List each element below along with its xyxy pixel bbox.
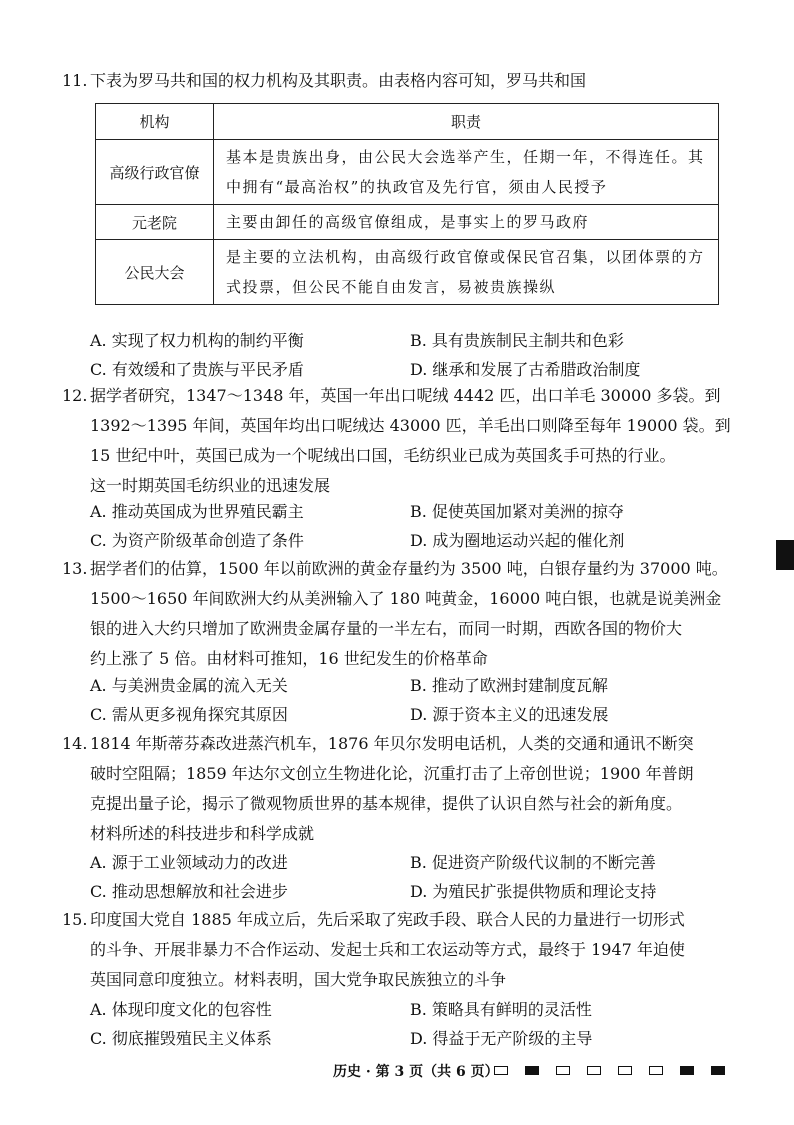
option-b[interactable]: B. 促使英国加紧对美洲的掠夺 <box>410 502 624 521</box>
footer-mark-strip <box>494 1066 742 1075</box>
stem-line: 这一时期英国毛纺织业的迅速发展 <box>90 476 331 495</box>
question-12 <box>62 381 734 501</box>
stem-line: 约上涨了 5 倍。由材料可推知，16 世纪发生的价格革命 <box>90 649 488 668</box>
stem-line: 克提出量子论，揭示了微观物质世界的基本规律，提供了认识自然与社会的新角度。 <box>90 794 683 813</box>
table-row <box>96 240 719 305</box>
power-table <box>95 103 719 305</box>
table-cell-duty <box>214 205 719 240</box>
option-c[interactable]: C. 有效缓和了贵族与平民矛盾 <box>90 360 304 379</box>
option-a[interactable]: A. 与美洲贵金属的流入无关 <box>90 676 288 695</box>
option-d[interactable]: D. 得益于无产阶级的主导 <box>410 1029 593 1048</box>
stem-line: 1500～1650 年间欧洲大约从美洲输入了 180 吨黄金，16000 吨白银，也就是说美洲金 <box>90 589 722 608</box>
question-number: 12. <box>62 386 88 405</box>
option-d[interactable]: D. 源于资本主义的迅速发展 <box>410 705 609 724</box>
duty-line: 基本是贵族出身，由公民大会选举产生，任期一年，不得连任。其 <box>226 148 705 166</box>
option-c[interactable]: C. 需从更多视角探究其原因 <box>90 705 288 724</box>
stem-text: 下表为罗马共和国的权力机构及其职责。由表格内容可知，罗马共和国 <box>90 71 587 90</box>
options-14 <box>90 848 730 906</box>
duty-line: 式投票，但公民不能自由发言，易被贵族操纵 <box>226 278 557 296</box>
question-number: 11. <box>62 71 88 90</box>
option-a[interactable]: A. 推动英国成为世界殖民霸主 <box>90 502 304 521</box>
duty-line: 是主要的立法机构，由高级行政官僚或保民官召集，以团体票的方 <box>226 248 705 266</box>
stem-line: 1392～1395 年间，英国年均出口呢绒达 43000 匹，羊毛出口则降至每年 19000 袋。到 <box>90 416 731 435</box>
question-number: 15. <box>62 910 88 929</box>
stem-line: 的斗争、开展非暴力不合作运动、发起士兵和工农运动等方式，最终于 1947 年迫使 <box>90 940 685 959</box>
stem-line: 15 世纪中叶，英国已成为一个呢绒出口国，毛纺织业已成为英国炙手可热的行业。 <box>90 446 676 465</box>
options-11 <box>90 326 730 384</box>
stem-line: 1814 年斯蒂芬森改进蒸汽机车，1876 年贝尔发明电话机，人类的交通和通讯不断突 <box>90 734 694 753</box>
table-cell-name: 公民大会 <box>96 240 214 305</box>
table-cell-duty <box>214 240 719 305</box>
table-header-row <box>96 104 719 140</box>
empty-square-mark <box>587 1066 601 1075</box>
option-a[interactable]: A. 体现印度文化的包容性 <box>90 1000 272 1019</box>
question-15 <box>62 905 734 995</box>
stem-line: 材料所述的科技进步和科学成就 <box>90 824 315 843</box>
question-stem <box>62 66 734 96</box>
option-d[interactable]: D. 为殖民扩张提供物质和理论支持 <box>410 882 657 901</box>
option-d[interactable]: D. 继承和发展了古希腊政治制度 <box>410 360 641 379</box>
filled-square-mark <box>680 1066 694 1075</box>
table-cell-name: 高级行政官僚 <box>96 140 214 205</box>
filled-square-mark <box>525 1066 539 1075</box>
option-a[interactable]: A. 实现了权力机构的制约平衡 <box>90 331 304 350</box>
table-row <box>96 140 719 205</box>
option-c[interactable]: C. 彻底摧毁殖民主义体系 <box>90 1029 272 1048</box>
option-d[interactable]: D. 成为圈地运动兴起的催化剂 <box>410 531 625 550</box>
option-b[interactable]: B. 具有贵族制民主制共和色彩 <box>410 331 624 350</box>
options-15 <box>90 995 730 1053</box>
filled-square-mark <box>711 1066 725 1075</box>
duty-line: 主要由卸任的高级官僚组成，是事实上的罗马政府 <box>226 213 590 231</box>
table-header-cell: 机构 <box>96 104 214 140</box>
option-b[interactable]: B. 策略具有鲜明的灵活性 <box>410 1000 592 1019</box>
question-13 <box>62 554 734 674</box>
options-12 <box>90 497 730 555</box>
table-row <box>96 205 719 240</box>
question-11 <box>62 66 734 96</box>
table-cell-duty <box>214 140 719 205</box>
stem-line: 英国同意印度独立。材料表明，国大党争取民族独立的斗争 <box>90 970 507 989</box>
duty-line: 中拥有“最高治权”的执政官及先行官，须由人民授予 <box>226 178 608 196</box>
empty-square-mark <box>556 1066 570 1075</box>
question-number: 14. <box>62 734 88 753</box>
empty-square-mark <box>618 1066 632 1075</box>
table-header-cell: 职责 <box>214 104 719 140</box>
option-b[interactable]: B. 促进资产阶级代议制的不断完善 <box>410 853 656 872</box>
option-a[interactable]: A. 源于工业领域动力的改进 <box>90 853 288 872</box>
side-registration-mark <box>776 540 794 570</box>
empty-square-mark <box>494 1066 508 1075</box>
stem-line: 据学者们的估算，1500 年以前欧洲的黄金存量约为 3500 吨，白银存量约为 37000 吨。 <box>90 559 728 578</box>
option-c[interactable]: C. 为资产阶级革命创造了条件 <box>90 531 304 550</box>
page-number-label: 历史 · 第 3 页（共 6 页） <box>333 1064 499 1080</box>
option-c[interactable]: C. 推动思想解放和社会进步 <box>90 882 288 901</box>
stem-line: 据学者研究，1347～1348 年，英国一年出口呢绒 4442 匹，出口羊毛 30000 多袋。到 <box>90 386 721 405</box>
question-14 <box>62 729 734 849</box>
stem-line: 银的进入大约只增加了欧洲贵金属存量的一半左右，而同一时期，西欧各国的物价大 <box>90 619 683 638</box>
stem-line: 印度国大党自 1885 年成立后，先后采取了宪政手段、联合人民的力量进行一切形式 <box>90 910 685 929</box>
page-footer <box>0 1060 794 1084</box>
empty-square-mark <box>649 1066 663 1075</box>
option-b[interactable]: B. 推动了欧洲封建制度瓦解 <box>410 676 608 695</box>
question-number: 13. <box>62 559 88 578</box>
options-13 <box>90 671 730 729</box>
table-cell-name: 元老院 <box>96 205 214 240</box>
stem-line: 破时空阻隔；1859 年达尔文创立生物进化论，沉重打击了上帝创世说；1900 年普朗 <box>90 764 694 783</box>
